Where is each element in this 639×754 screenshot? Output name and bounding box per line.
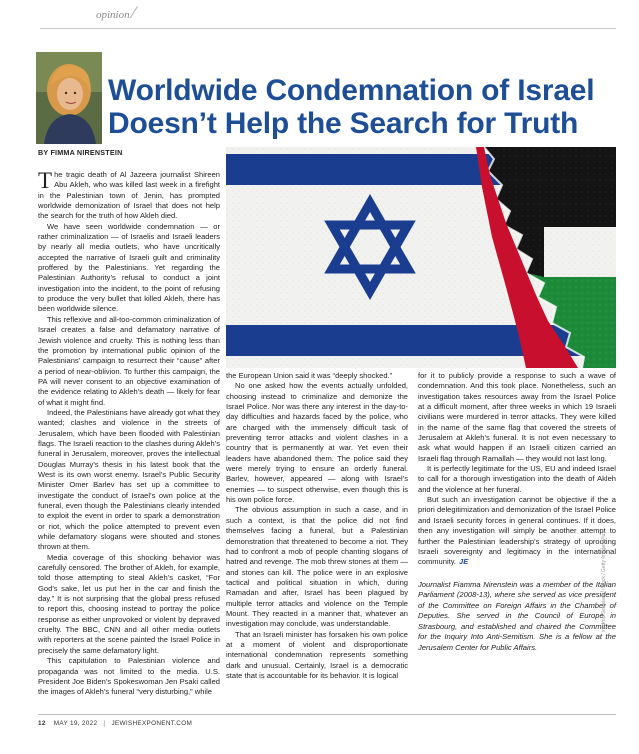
paragraph-text: But such an investigation cannot be objective if the a priori delegitimization and demonization of the Israel Police and Israeli security forces in general continues. If it does, then any investigation will simply be another attempt to further the Palestinian leadership’s strategy of uprooting Israeli sovereignty and legitimacy in the international community.	[418, 495, 616, 567]
page-number: 12	[38, 720, 46, 727]
paragraph: Indeed, the Palestinians have already got what they wanted; clashes and violence in the streets of Jerusalem, which have been flooded with Palestinian flags. The Israeli reaction to the clashes during Akleh’s funeral in Jerusalem, moreover, proves the intellectual Douglas Murray’s thesis in his latest book that the West is its own worst enemy. Israel’s Public Security Minister Omer Barlev has set up a committee to investigate the conduct of Israel’s own police at the funeral, even though the Palestinians clearly intended to exploit the event in order to spark a demonstration or riot, which the police attempted to prevent even while defamatory slogans were shouted and stones thrown at them.	[38, 407, 220, 552]
author-bio	[418, 580, 616, 654]
paragraph: the European Union said it was “deeply shocked.”	[226, 371, 393, 380]
issue-date: MAY 19, 2022	[53, 720, 98, 727]
section-slash-decoration: /	[128, 5, 139, 22]
page-footer	[38, 720, 192, 727]
site-name: JEWISHEXPONENT.COM	[111, 720, 193, 727]
footer-separator: |	[103, 720, 106, 727]
paragraph: We have seen worldwide condemnation — or rather criminalization — of Israelis and Israeli leaders by nearly all media outlets, who have uncritically accepted the narrative of Israeli guilt and criminality proffered by the Palestinians. Yet regarding the Palestinian Authority’s refusal to conduct a joint investigation into the incident, to the point of refusing to produce the very bullet that killed Akleh, there has been worldwide silence.	[38, 221, 220, 314]
paragraph: for it to publicly provide a response to such a wave of condemnation. And this took place. Nonetheless, such an investigation takes resources away from the Israel Police at a difficult moment, after three weeks in which 19 Israeli civilians were murdered in terror attacks. They were killed in the name of the same flag that covered the streets of Jerusalem at Akleh’s funeral. It is not even necessary to ask what would happen if an Israeli citizen carried an Israeli flag through Ramallah — they would not last long.	[418, 371, 616, 463]
photo-credit: inkdrop/Sergeant / iStock / Getty Images Plus	[601, 531, 607, 632]
article-column-1	[38, 170, 220, 698]
section-label: opinion	[96, 9, 130, 21]
paragraph	[38, 170, 220, 222]
torn-flags-illustration	[226, 147, 616, 368]
paragraph: Media coverage of this shocking behavior was carefully censored. The brother of Akleh, for example, told those attempting to steal Akleh’s casket, “For God’s sake, let us put her in the car and finish the day.” It is not surprising that the global press refused to report this, choosing instead to portray the police response as either unprovoked or violent by depraved cruelty. The BBC, CNN and all other media outlets with reporters at the scene painted the Israel Police in precisely the same defamatory light.	[38, 552, 220, 655]
byline: BY FIMMA NIRENSTEIN	[38, 148, 123, 157]
paragraph	[418, 495, 616, 567]
headline-line-1: Worldwide Condemnation of Israel	[108, 74, 595, 107]
paragraph: It is perfectly legitimate for the US, EU and indeed Israel to call for a thorough investigation into the death of Akleh and the violence at her funeral.	[418, 464, 616, 494]
section-divider	[40, 28, 616, 29]
footer-divider	[38, 714, 616, 715]
article-column-2	[226, 371, 408, 681]
paragraph-text: he tragic death of Al Jazeera journalist Shireen Abu Akleh, who was killed last week in a firefight in the Palestinian town of Jenin, has prompted worldwide demonization of Israel that does not help the search for the truth of how Akleh died.	[38, 170, 220, 221]
article-column-3	[418, 371, 616, 653]
paragraph: That an Israeli minister has forsaken his own police at a moment of violent and disproportionate international condemnation represents something dark and unusual. Certainly, Israel is a democratic state that is accountable for its behavior. It is logical	[226, 629, 408, 680]
paragraph: This reflexive and all-too-common criminalization of Israel creates a false and defamatory narrative of Jewish violence and cruelty. This is nothing less than the promotion by international public opinion of the Palestinians’ campaign to resurrect their “cause” after a period of near-oblivion. To further this campaign, the PA will never consent to an objective examination of the evidence relating to Akleh’s death — likely for fear of what it might find.	[38, 314, 220, 407]
drop-cap: T	[38, 168, 53, 193]
author-bio-text: Journalist Fiamma Nirenstein was a member of the Italian Parliament (2008-13), where she served as vice president of the Committee on Foreign Affairs in the Chamber of Deputies. She served in the Council of Europe in Strasbourg, and established and chaired the Committee for the Inquiry Into Anti-Semitism. She is a fellow at the Jerusalem Center for Public Affairs.	[418, 579, 616, 652]
end-mark: JE	[459, 557, 469, 567]
paragraph: No one asked how the events actually unfolded, choosing instead to criminalize and demonize the Israel Police. Nor was there any interest in the day-to-day difficulties and hazards faced by the police, who are charged with the immensely difficult task of preventing terror attacks and violent clashes in a country that is permanently at war. Yet even their leaders have abandoned them. The police said they were merely trying to ensure an orderly funeral. Barlev, however, appeared — along with Israel’s enemies — to suspect otherwise, even though this is his own police force.	[226, 381, 408, 505]
paragraph: This capitulation to Palestinian violence and propaganda was not limited to the media. U.S. President Joe Biden’s Spokeswoman Jen Psaki called the images of Akleh’s funeral “very disturbing,” while	[38, 656, 220, 697]
article-headline	[108, 74, 608, 140]
paragraph: The obvious assumption in such a case, and in such a context, is that the police did not find themselves facing a funeral, but a Palestinian demonstration that threatened to become a riot. They had to confront a mob of people chanting slogans of hatred and revenge. The mob threw stones at them — and stones can kill. The police were in an explosive tactical and political situation in which, during Ramadan and after, Israel has been plagued by multiple terror attacks and violence on the Temple Mount. They reacted in a manner that, whatever an investigation may conclude, was understandable.	[226, 505, 408, 629]
headline-line-2: Doesn’t Help the Search for Truth	[108, 107, 579, 140]
author-photo	[36, 52, 102, 144]
